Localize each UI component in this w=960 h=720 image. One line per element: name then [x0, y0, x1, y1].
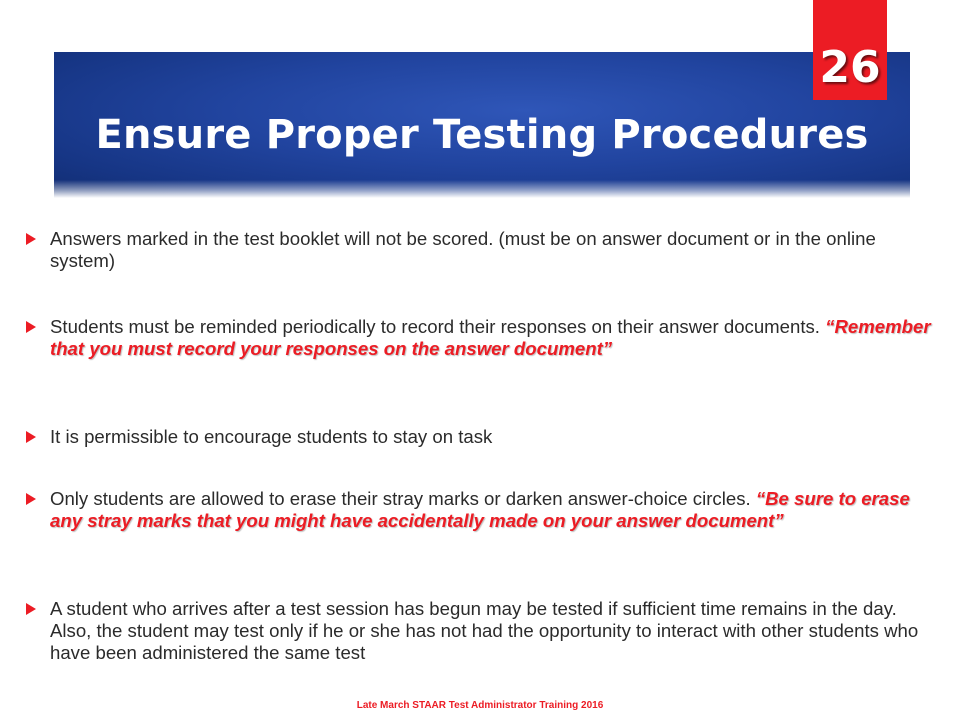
bullet-arrow-icon — [26, 493, 36, 505]
bullet-text — [50, 228, 940, 272]
slide-title: Ensure Proper Testing Procedures — [95, 112, 869, 158]
bullet-text — [50, 316, 940, 360]
bullet-body: Only students are allowed to erase their stray marks or darken answer-choice circles. — [50, 488, 751, 509]
bullet-body: It is permissible to encourage students to stay on task — [50, 426, 493, 447]
bullet-arrow-icon — [26, 603, 36, 615]
bullet-text — [50, 426, 940, 448]
slide-number-badge — [813, 0, 887, 100]
bullet-arrow-icon — [26, 233, 36, 245]
bullet-arrow-icon — [26, 431, 36, 443]
title-banner — [54, 52, 910, 198]
bullet-text — [50, 488, 940, 532]
bullet-body: A student who arrives after a test session has begun may be tested if sufficient time remains in the day. Also, the student may test only if he or she has not had the opportunity to interact with other students who have been administered the same test — [50, 598, 919, 663]
bullet-body: Students must be reminded periodically to record their responses on their answer documents. — [50, 316, 820, 337]
slide-number: 26 — [819, 42, 881, 93]
bullet-text — [50, 598, 940, 664]
bullet-emphasis: “Remember that you must record your responses on the answer document” — [50, 316, 931, 359]
bullet-arrow-icon — [26, 321, 36, 333]
bullet-body: Answers marked in the test booklet will not be scored. (must be on answer document or in the online system) — [50, 228, 876, 271]
footer-text: Late March STAAR Test Administrator Training 2016 — [356, 700, 604, 711]
bullet-emphasis: “Be sure to erase any stray marks that you might have accidentally made on your answer document” — [50, 488, 910, 531]
